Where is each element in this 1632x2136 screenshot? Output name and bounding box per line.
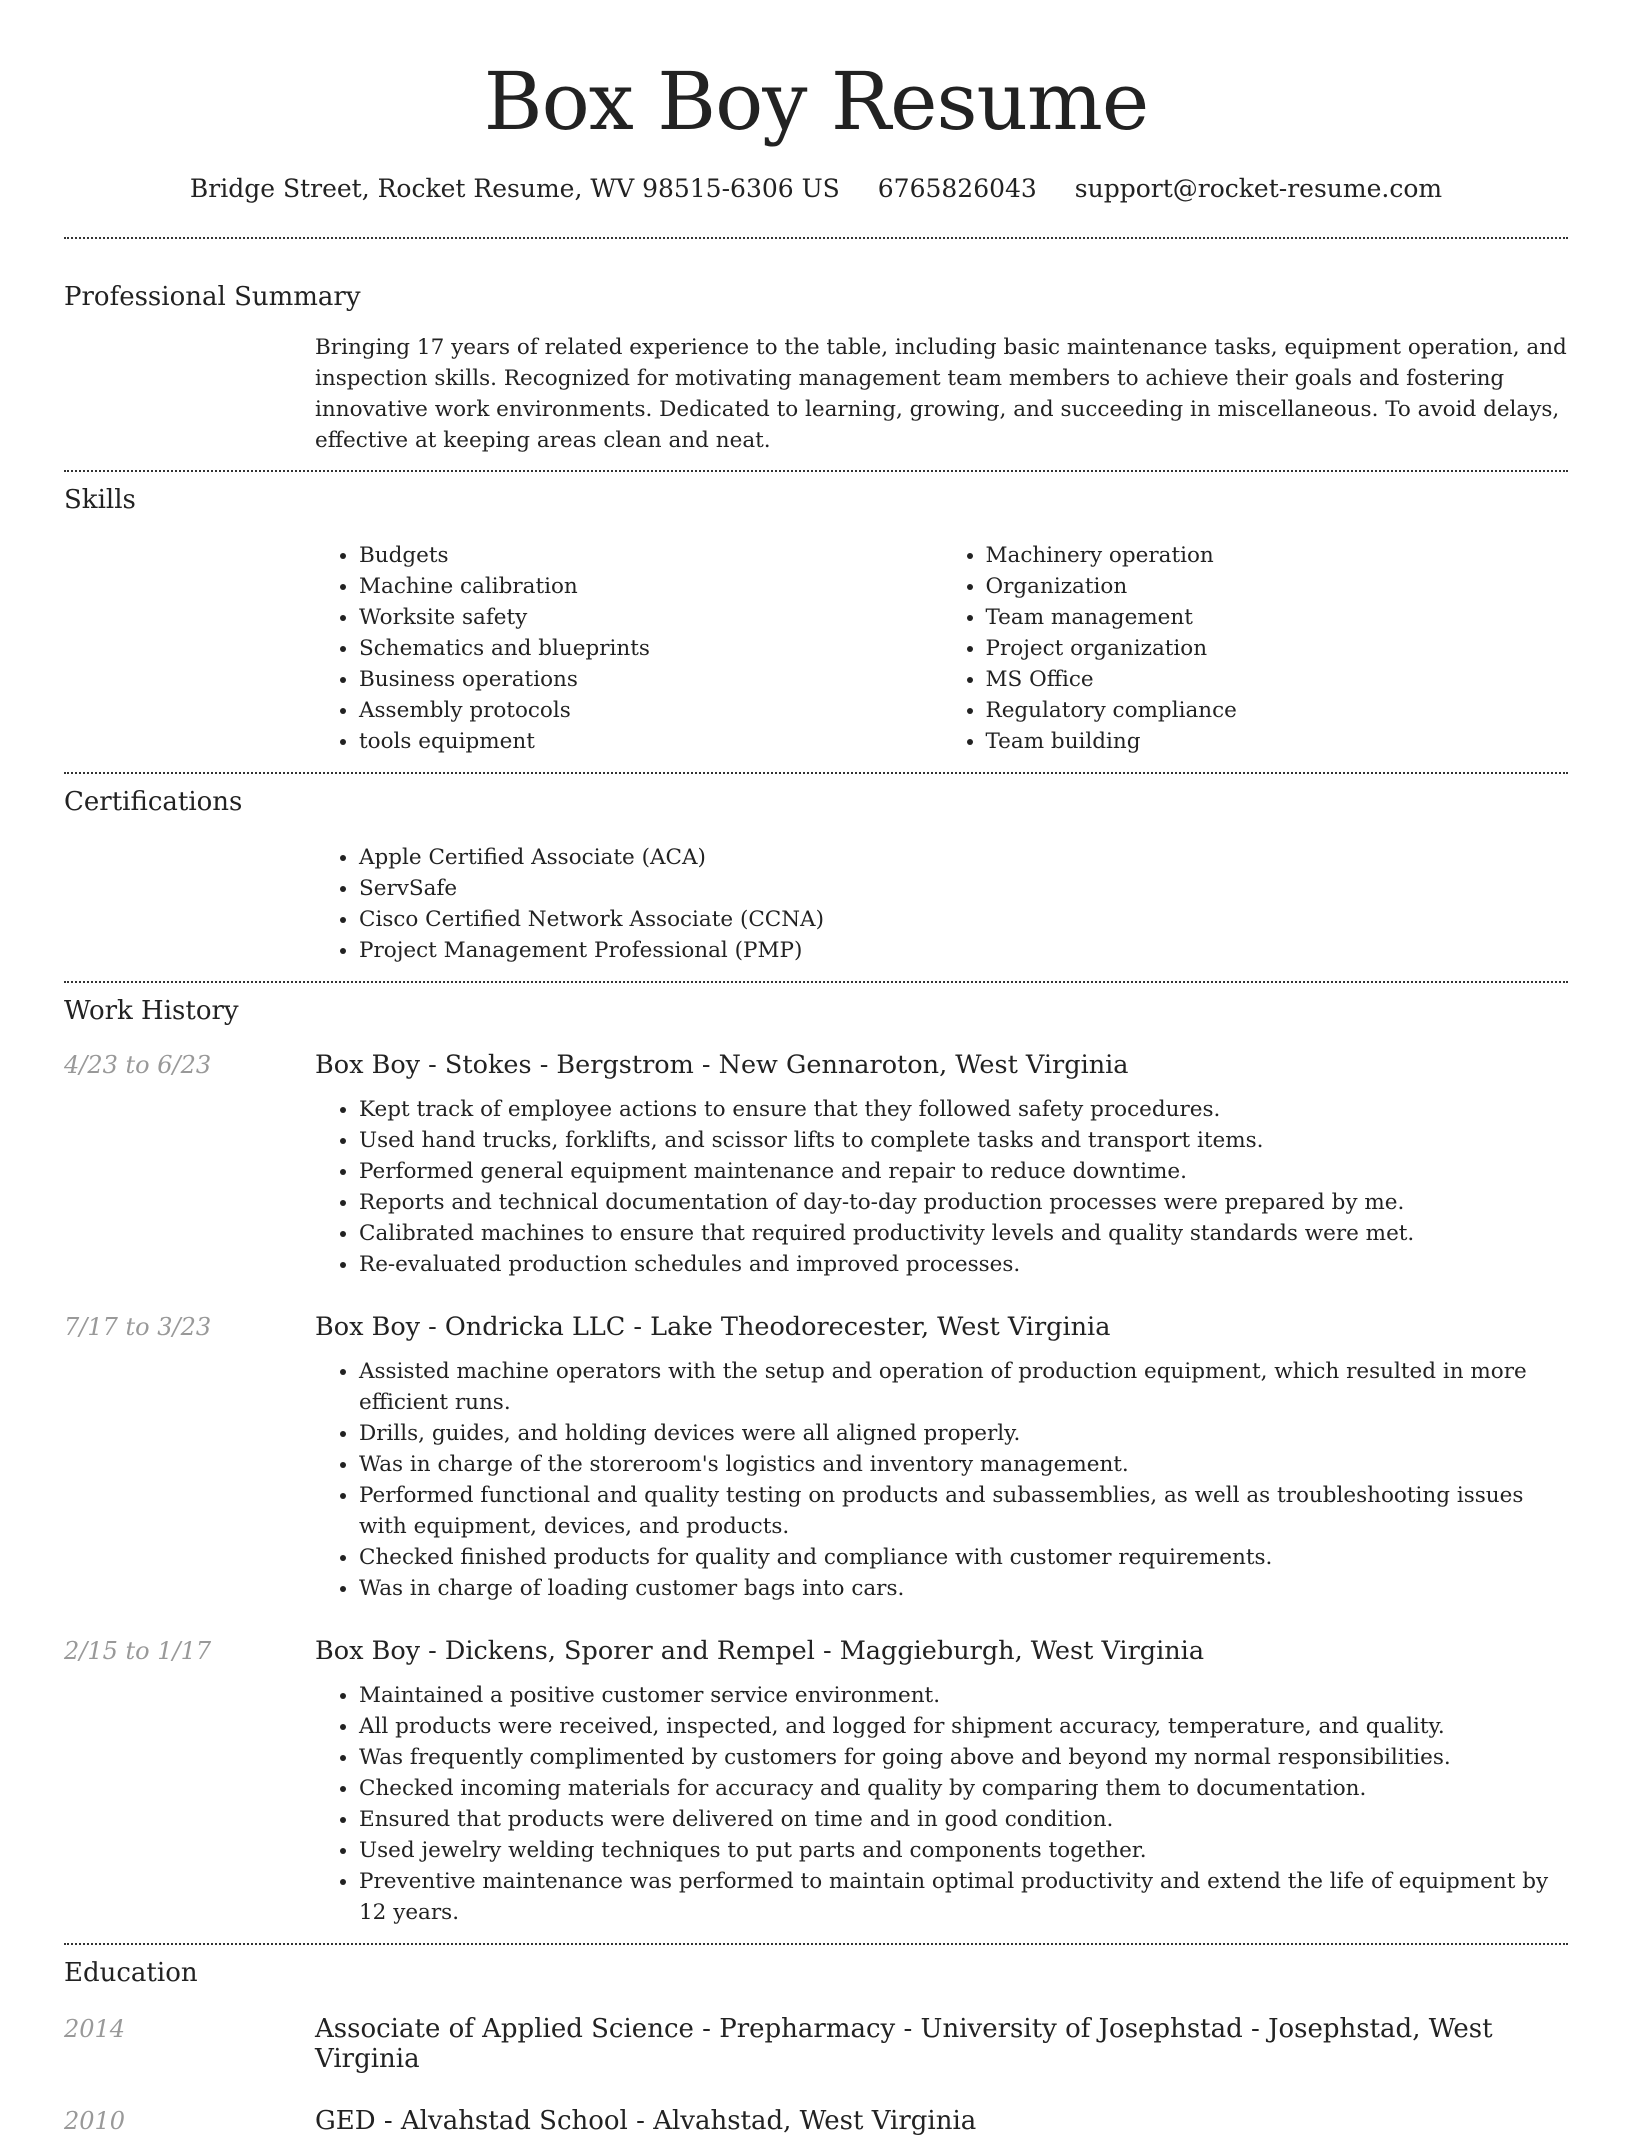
work-section (64, 996, 1568, 1928)
skills-list-right (942, 540, 1569, 757)
divider (64, 237, 1568, 239)
job-entry (64, 1636, 1568, 1928)
resume-page (64, 0, 1568, 2136)
skill-item: • Organization (986, 571, 1569, 602)
education-title: GED - Alvahstad School - Alvahstad, West Virginia (315, 2106, 977, 2136)
section-title-certifications: Certifications (64, 787, 243, 817)
education-entry (64, 2106, 1568, 2136)
skill-item: • MS Office (986, 664, 1569, 695)
job-bullet: • Checked incoming materials for accuracy and quality by comparing them to documentation. (359, 1773, 1568, 1804)
job-entry (64, 1312, 1568, 1604)
email: support@rocket-resume.com (1074, 174, 1443, 203)
skill-item: • Regulatory compliance (986, 695, 1569, 726)
job-bullet: • Maintained a positive customer service environment. (359, 1680, 1568, 1711)
job-bullet: • Kept track of employee actions to ensure that they followed safety procedures. (359, 1094, 1568, 1125)
skill-item: • Worksite safety (359, 602, 942, 633)
section-title-summary: Professional Summary (64, 282, 361, 312)
job-bullet-list (315, 1680, 1568, 1928)
skills-grid (315, 540, 1568, 757)
summary-text: Bringing 17 years of related experience to the table, including basic maintenance tasks, equipment operation, and inspection skills. Recognized for motivating management team members to achieve their goals and fostering innovative work environments. Dedicated to learning, growing, and succeeding in miscellaneous. To avoid delays, effective at keeping areas clean and neat. (315, 335, 1567, 453)
job-dates: 2/15 to 1/17 (64, 1637, 212, 1665)
job-bullet: • Was frequently complimented by customers for going above and beyond my normal responsibilities. (359, 1742, 1568, 1773)
job-bullet: • Checked finished products for quality and compliance with customer requirements. (359, 1542, 1568, 1573)
certification-item: • Apple Certified Associate (ACA) (359, 842, 1568, 873)
job-title: Box Boy - Stokes - Bergstrom - New Gennaroton, West Virginia (315, 1050, 1129, 1080)
job-header (64, 1050, 1568, 1080)
section-title-education: Education (64, 1958, 198, 1988)
education-section (64, 1958, 1568, 2136)
job-bullet: • Calibrated machines to ensure that required productivity levels and quality standards were met. (359, 1218, 1568, 1249)
job-bullet: • All products were received, inspected, and logged for shipment accuracy, temperature, and quality. (359, 1711, 1568, 1742)
job-entry (64, 1050, 1568, 1280)
job-bullet: • Used hand trucks, forklifts, and scissor lifts to complete tasks and transport items. (359, 1125, 1568, 1156)
skill-item: • Schematics and blueprints (359, 633, 942, 664)
skill-item: • tools equipment (359, 726, 942, 757)
divider (64, 981, 1568, 983)
job-header (64, 1636, 1568, 1666)
job-title: Box Boy - Dickens, Sporer and Rempel - Maggieburgh, West Virginia (315, 1636, 1205, 1666)
certification-item: • Project Management Professional (PMP) (359, 935, 1568, 966)
job-bullets (315, 1094, 1568, 1280)
certification-item: • Cisco Certified Network Associate (CCNA) (359, 904, 1568, 935)
job-title: Box Boy - Ondricka LLC - Lake Theodorecester, West Virginia (315, 1312, 1111, 1342)
divider (64, 1943, 1568, 1945)
job-dates: 4/23 to 6/23 (64, 1051, 212, 1079)
job-bullet: • Was in charge of the storeroom's logistics and inventory management. (359, 1449, 1568, 1480)
job-bullet: • Preventive maintenance was performed to maintain optimal productivity and extend the life of equipment by 12 years. (359, 1866, 1568, 1928)
skill-item: • Assembly protocols (359, 695, 942, 726)
phone: 6765826043 (877, 174, 1037, 203)
education-year: 2014 (64, 2015, 126, 2043)
job-bullet-list (315, 1094, 1568, 1280)
job-bullet: • Used jewelry welding techniques to put parts and components together. (359, 1835, 1568, 1866)
education-title: Associate of Applied Science - Prepharmacy - University of Josephstad - Josephstad, West Virginia (315, 2014, 1493, 2074)
skill-item: • Project organization (986, 633, 1569, 664)
job-bullet: • Performed general equipment maintenance and repair to reduce downtime. (359, 1156, 1568, 1187)
resume-name: Box Boy Resume (483, 55, 1149, 148)
job-dates: 7/17 to 3/23 (64, 1313, 212, 1341)
education-entry (64, 2014, 1568, 2074)
education-year: 2010 (64, 2107, 126, 2135)
job-bullet: • Performed functional and quality testing on products and subassemblies, as well as troubleshooting issues with equipment, devices, and products. (359, 1480, 1568, 1542)
job-bullet-list (315, 1356, 1568, 1604)
certifications-list (315, 842, 1568, 966)
skill-item: • Budgets (359, 540, 942, 571)
skill-item: • Team management (986, 602, 1569, 633)
certifications-section (64, 787, 1568, 966)
summary-section (64, 282, 1568, 456)
skills-section (64, 485, 1568, 757)
skill-item: • Machinery operation (986, 540, 1569, 571)
job-bullet: • Reports and technical documentation of day-to-day production processes were prepared by me. (359, 1187, 1568, 1218)
job-bullet: • Re-evaluated production schedules and improved processes. (359, 1249, 1568, 1280)
section-title-work: Work History (64, 996, 239, 1026)
skill-item: • Machine calibration (359, 571, 942, 602)
address: Bridge Street, Rocket Resume, WV 98515-6306 US (189, 174, 840, 203)
divider (64, 470, 1568, 472)
job-bullet: • Drills, guides, and holding devices were all aligned properly. (359, 1418, 1568, 1449)
certification-item: • ServSafe (359, 873, 1568, 904)
job-bullet: • Was in charge of loading customer bags into cars. (359, 1573, 1568, 1604)
skills-list-left (315, 540, 942, 757)
certifications-body (315, 842, 1568, 966)
job-bullet: • Assisted machine operators with the setup and operation of production equipment, which resulted in more efficient runs. (359, 1356, 1568, 1418)
job-bullets (315, 1356, 1568, 1604)
section-title-skills: Skills (64, 485, 136, 515)
skill-item: • Team building (986, 726, 1569, 757)
skill-item: • Business operations (359, 664, 942, 695)
job-bullet: • Ensured that products were delivered on time and in good condition. (359, 1804, 1568, 1835)
contact-line (64, 174, 1568, 203)
job-header (64, 1312, 1568, 1342)
divider (64, 772, 1568, 774)
job-bullets (315, 1680, 1568, 1928)
